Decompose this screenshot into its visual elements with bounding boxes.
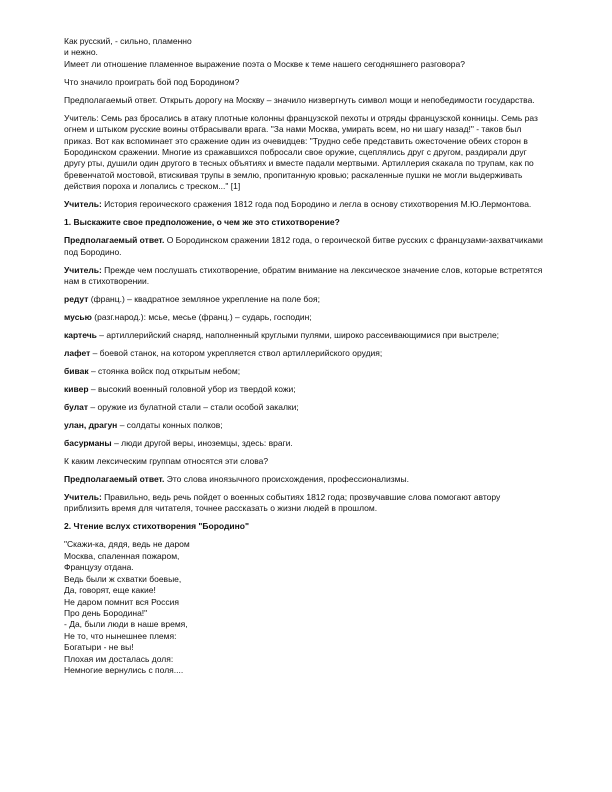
question-paragraph: К каким лексическим группам относятся эти слова? xyxy=(64,456,269,467)
glossary-entry xyxy=(64,384,544,395)
glossary-term: картечь xyxy=(64,330,97,341)
intro-line: Как русский, - сильно, пламенно xyxy=(64,36,192,46)
glossary-definition: – высокий военный головной убор из твердой кожи; xyxy=(88,384,296,395)
glossary-definition: – боевой станок, на котором укрепляется ствол артиллерийского орудия; xyxy=(90,348,383,359)
answer-label: Предполагаемый ответ. xyxy=(64,235,165,246)
poem-excerpt xyxy=(64,539,544,676)
teacher-paragraph xyxy=(64,113,544,193)
glossary-term: лафет xyxy=(64,348,91,359)
teacher-paragraph xyxy=(64,265,544,288)
glossary-definition: (франц.) – квадратное земляное укрепление на поле боя; xyxy=(88,294,320,305)
intro-paragraph xyxy=(64,36,544,70)
poem-line: Не даром помнит вся Россия xyxy=(64,596,179,607)
poem-line: Немногие вернулись с поля.... xyxy=(64,664,184,675)
poem-line: Да, говорят, еще какие! xyxy=(64,585,156,596)
poem-line: Москва, спаленная пожаром, xyxy=(64,550,180,561)
glossary-term: кивер xyxy=(64,384,89,395)
intro-line: и нежно. xyxy=(64,47,98,58)
poem-line: Про день Бородина!" xyxy=(64,607,148,618)
poem-line: Плохая им досталась доля: xyxy=(64,653,174,664)
answer-text: О Бородинском сражении 1812 года, о героической битве русских с французами-захватчиками под Бородино. xyxy=(64,235,543,257)
glossary-definition: – люди другой веры, иноземцы, здесь: враги. xyxy=(111,438,293,449)
teacher-label: Учитель: xyxy=(64,492,102,503)
teacher-label: Учитель: xyxy=(64,112,99,123)
glossary-entry xyxy=(64,294,544,305)
teacher-paragraph xyxy=(64,199,544,210)
answer-label: Предполагаемый ответ. xyxy=(64,474,165,485)
poem-line: "Скажи-ка, дядя, ведь не даром xyxy=(64,539,190,550)
glossary-definition: (разг.народ.): мсье, месье (франц.) – сударь, господин; xyxy=(91,312,312,323)
teacher-text: Прежде чем послушать стихотворение, обратим внимание на лексическое значение слов, которые встретятся нам в стихотворении. xyxy=(64,264,543,287)
glossary-term: басурманы xyxy=(64,438,112,449)
question-paragraph: Что значило проиграть бой под Бородином? xyxy=(64,76,240,87)
poem-line: Французу отдана. xyxy=(64,562,134,573)
poem-line: Богатыри - не вы! xyxy=(64,642,134,653)
section-heading: 1. Выскажите свое предположение, о чем же это стихотворение? xyxy=(64,217,340,228)
answer-label: Предполагаемый ответ. xyxy=(64,94,158,105)
poem-line: Не то, что нынешнее племя: xyxy=(64,630,177,641)
glossary-entry xyxy=(64,312,544,323)
teacher-text: История героического сражения 1812 года под Бородино и легла в основу стихотворения М.Ю.Лермонтова. xyxy=(101,199,532,210)
glossary-term: редут xyxy=(64,294,89,305)
glossary-term: мусью xyxy=(64,312,92,323)
glossary-entry xyxy=(64,348,544,359)
intro-line: Имеет ли отношение пламенное выражение поэта о Москве к теме нашего сегодняшнего разговора? xyxy=(64,58,465,69)
glossary-term: булат xyxy=(64,402,89,413)
glossary-entry xyxy=(64,330,544,341)
answer-paragraph xyxy=(64,474,544,485)
teacher-text: Семь раз бросались в атаку плотные колонны французской пехоты и отряды французской конницы. Семь раз огнем и штыком русские воины отбрасывали врага. "За нами Москва, умирать всем, но ни шагу назад!" - таков был приказ. Вот как вспоминает это сражение один из очевидцев: "Трудно себе представить ожесточение обеих сторон в Бородинском сражении. Многие из сражавшихся побросали свое оружие, сцеплялись друг с другом, раздирали друг другу рты, душили один другого в тесных объятиях и вместе падали мертвыми. Артиллерия скакала по трупам, как по бревенчатой мостовой, втискивая трупы в землю, пропитанную кровью; раскаленные пушки не могли выдерживать действия пороха и лопались с треском..." [1] xyxy=(64,112,538,192)
glossary-definition: – артиллерийский снаряд, наполненный круглыми пулями, широко рассеивающимися при выстреле; xyxy=(96,330,500,341)
teacher-label: Учитель: xyxy=(64,264,102,275)
glossary-entry xyxy=(64,438,544,449)
glossary-entry xyxy=(64,366,544,377)
teacher-text: Правильно, ведь речь пойдет о военных событиях 1812 года; прозвучавшие слова помогают автору приблизить время для читателя, точнее рассказать о жизни людей в прошлом. xyxy=(64,492,501,514)
poem-line: Ведь были ж схватки боевые, xyxy=(64,573,182,584)
glossary-definition: – солдаты конных полков; xyxy=(117,420,223,431)
glossary-definition: – стоянка войск под открытым небом; xyxy=(88,366,241,377)
answer-paragraph xyxy=(64,235,544,258)
document-content xyxy=(64,36,544,683)
answer-text: Это слова иноязычного происхождения, профессионализмы. xyxy=(164,474,409,485)
glossary-entry xyxy=(64,402,544,413)
answer-text: Открыть дорогу на Москву – значило низвергнуть символ мощи и непобедимости государства. xyxy=(157,94,535,105)
section-heading: 2. Чтение вслух стихотворения "Бородино" xyxy=(64,521,249,532)
teacher-paragraph xyxy=(64,492,544,515)
glossary-term: бивак xyxy=(64,366,89,377)
glossary-term: улан, драгун xyxy=(64,420,118,431)
glossary-definition: – оружие из булатной стали – стали особой закалки; xyxy=(88,402,299,413)
teacher-label: Учитель: xyxy=(64,199,102,210)
poem-line: - Да, были люди в наше время, xyxy=(64,619,188,630)
glossary-entry xyxy=(64,420,544,431)
answer-paragraph xyxy=(64,95,544,106)
